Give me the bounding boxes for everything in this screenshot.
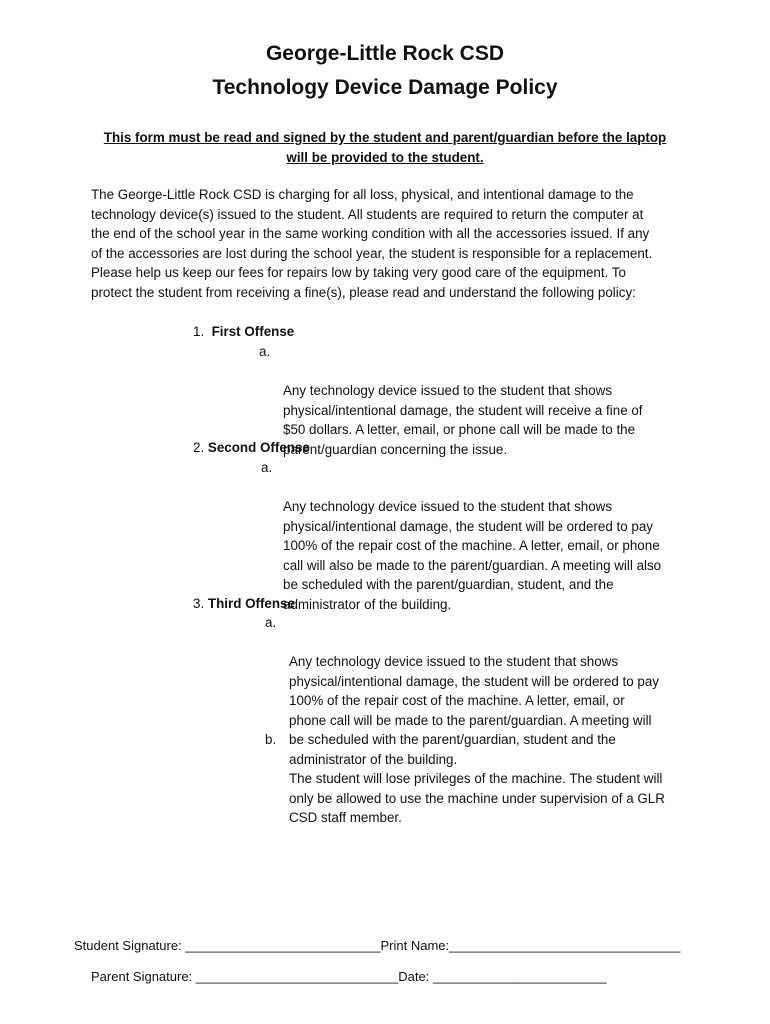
document-subtitle: Technology Device Damage Policy (212, 76, 558, 99)
offense-1-item-a (259, 342, 683, 459)
item-text: The student will lose privileges of the machine. The student will only be allowed to use the machine under supervision of a GLR CSD staff member. (289, 771, 665, 825)
notice-line-1: This form must be read and signed by the student and parent/guardian before the laptop (103, 130, 667, 145)
offense-number: 3. (193, 596, 205, 611)
item-marker: a. (259, 344, 271, 359)
offense-number: 1. (193, 324, 205, 339)
item-text: Any technology device issued to the student that shows physical/intentional damage, the student will receive a fine of $50 dollars. A letter, email, or phone call will be made to the parent/guardian concerning the issue. (283, 383, 643, 457)
offense-title: Second Offense (207, 440, 310, 455)
offense-title: Third Offense (207, 596, 295, 611)
notice-line-2: will be provided to the student. (286, 149, 484, 165)
item-marker: a. (265, 615, 277, 630)
intro-paragraph: The George-Little Rock CSD is charging for all loss, physical, and intentional damage to the technology device(s) issued to the student. All students are required to return the computer at the end of the school year in the same working condition with all the accessories issued. If any of the accessories are lost during the school year, the student is responsible for a replacement. Please help us keep our fees for repairs low by taking very good care of the equipment. To protect the student from receiving a fine(s), please read and understand the following policy: (91, 187, 653, 300)
document-title: George-Little Rock CSD (265, 42, 505, 65)
parent-signature-line[interactable]: Parent Signature: ____________________________Date: ________________________ (91, 969, 607, 984)
item-marker: a. (261, 460, 273, 475)
offense-title: First Offense (211, 324, 295, 339)
offense-2-item-a (261, 458, 693, 614)
item-text: Any technology device issued to the student that shows physical/intentional damage, the student will be ordered to pay 100% of the repair cost of the machine. A letter, email, or phone call will be made to the parent/guardian. A meeting will be scheduled with the parent/guardian, student and the administrator of the building. (289, 654, 659, 767)
student-signature-line[interactable]: Student Signature: ___________________________Print Name:________________________________ (74, 938, 681, 953)
offense-2-heading (193, 438, 310, 458)
offense-3-item-b (265, 730, 689, 828)
notice-text (80, 128, 690, 167)
item-text: Any technology device issued to the student that shows physical/intentional damage, the student will be ordered to pay 100% of the repair cost of the machine. A letter, email, or phone call will also be made to the parent/guardian. A meeting will also be scheduled with the parent/guardian, student, and the administrator of the building. (283, 499, 662, 612)
item-marker: b. (265, 732, 277, 747)
offense-3-heading (193, 594, 295, 614)
offense-number: 2. (193, 440, 205, 455)
offense-1-heading (193, 322, 294, 342)
